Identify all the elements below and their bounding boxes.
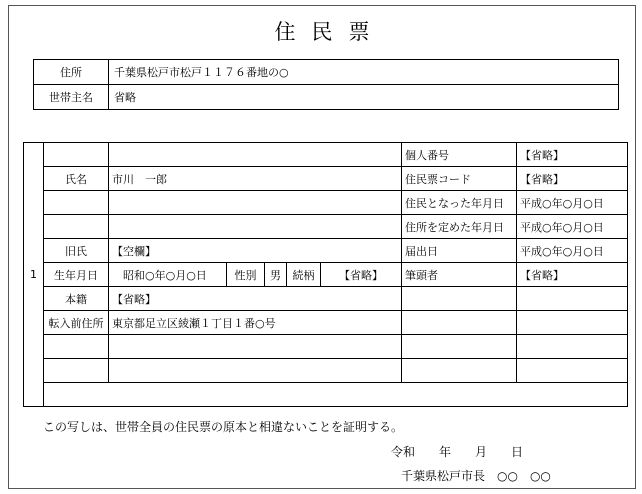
relation-label: 続柄 [287,263,321,286]
domicile-label: 本籍 [44,287,109,311]
birth-label: 生年月日 [44,263,109,287]
notification-date-label: 届出日 [402,239,517,263]
individual-number-value: 【省略】 [517,143,628,167]
address-value: 千葉県松戸市松戸１１７６番地の○ [109,60,619,85]
empty-cell [109,359,402,383]
empty-cell [44,215,109,239]
resident-details-table [23,142,628,407]
table-row [24,311,628,335]
notification-date-value: 平成○年○月○日 [517,239,628,263]
address-set-label: 住所を定めた年月日 [402,215,517,239]
issuer-line: 千葉県松戸市長 ○○ ○○ [401,469,551,483]
table-row [24,335,628,359]
individual-number-label: 個人番号 [402,143,517,167]
relation-value: 【省略】 [339,268,383,282]
address-set-value: 平成○年○月○日 [517,215,628,239]
address-label: 住所 [34,60,109,85]
table-row [24,167,628,191]
table-row [24,287,628,311]
householder-value: 省略 [109,85,619,110]
empty-cell [402,335,517,359]
birth-value: 昭和○年○月○日 [109,263,227,286]
resident-code-label: 住民票コード [402,167,517,191]
empty-cell [44,359,109,383]
table-row [24,263,628,287]
table-row [24,215,628,239]
became-resident-label: 住民となった年月日 [402,191,517,215]
table-row [24,359,628,383]
empty-cell [44,191,109,215]
previous-address-value: 東京都足立区綾瀬１丁目１番○号 [109,311,402,335]
previous-address-label: 転入前住所 [44,311,109,335]
householder-label: 世帯主名 [34,85,109,110]
head-value: 【省略】 [517,263,628,287]
table-row [24,383,628,407]
former-surname-label: 旧氏 [44,239,109,263]
gender-label: 性別 [227,263,265,286]
empty-cell [517,335,628,359]
empty-cell [402,287,517,311]
issue-date-line: 令和 年 月 日 [391,445,524,459]
domicile-value: 【省略】 [109,287,402,311]
document-title: 住民票 [274,20,386,44]
table-row [24,239,628,263]
became-resident-value: 平成○年○月○日 [517,191,628,215]
resident-code-value: 【省略】 [517,167,628,191]
empty-cell [109,143,402,167]
empty-cell [44,143,109,167]
gender-value: 男 [265,263,287,286]
address-table [33,59,619,110]
birth-gender-relation-cell [109,263,402,287]
table-row [24,143,628,167]
empty-cell [109,191,402,215]
empty-cell [109,335,402,359]
table-row [24,191,628,215]
householder-row [34,85,619,110]
name-value: 市川 一郎 [109,167,402,191]
record-number: 1 [24,143,44,407]
empty-cell [517,311,628,335]
address-row [34,60,619,85]
former-surname-value: 【空欄】 [109,239,402,263]
empty-cell [402,311,517,335]
head-label: 筆頭者 [402,263,517,287]
resident-record-document [8,5,636,489]
empty-cell [44,335,109,359]
empty-cell [44,383,628,407]
empty-cell [517,287,628,311]
name-label: 氏名 [44,167,109,191]
empty-cell [109,215,402,239]
certification-statement: この写しは、世帯全員の住民票の原本と相違ないことを証明する。 [43,420,404,434]
empty-cell [402,359,517,383]
empty-cell [517,359,628,383]
